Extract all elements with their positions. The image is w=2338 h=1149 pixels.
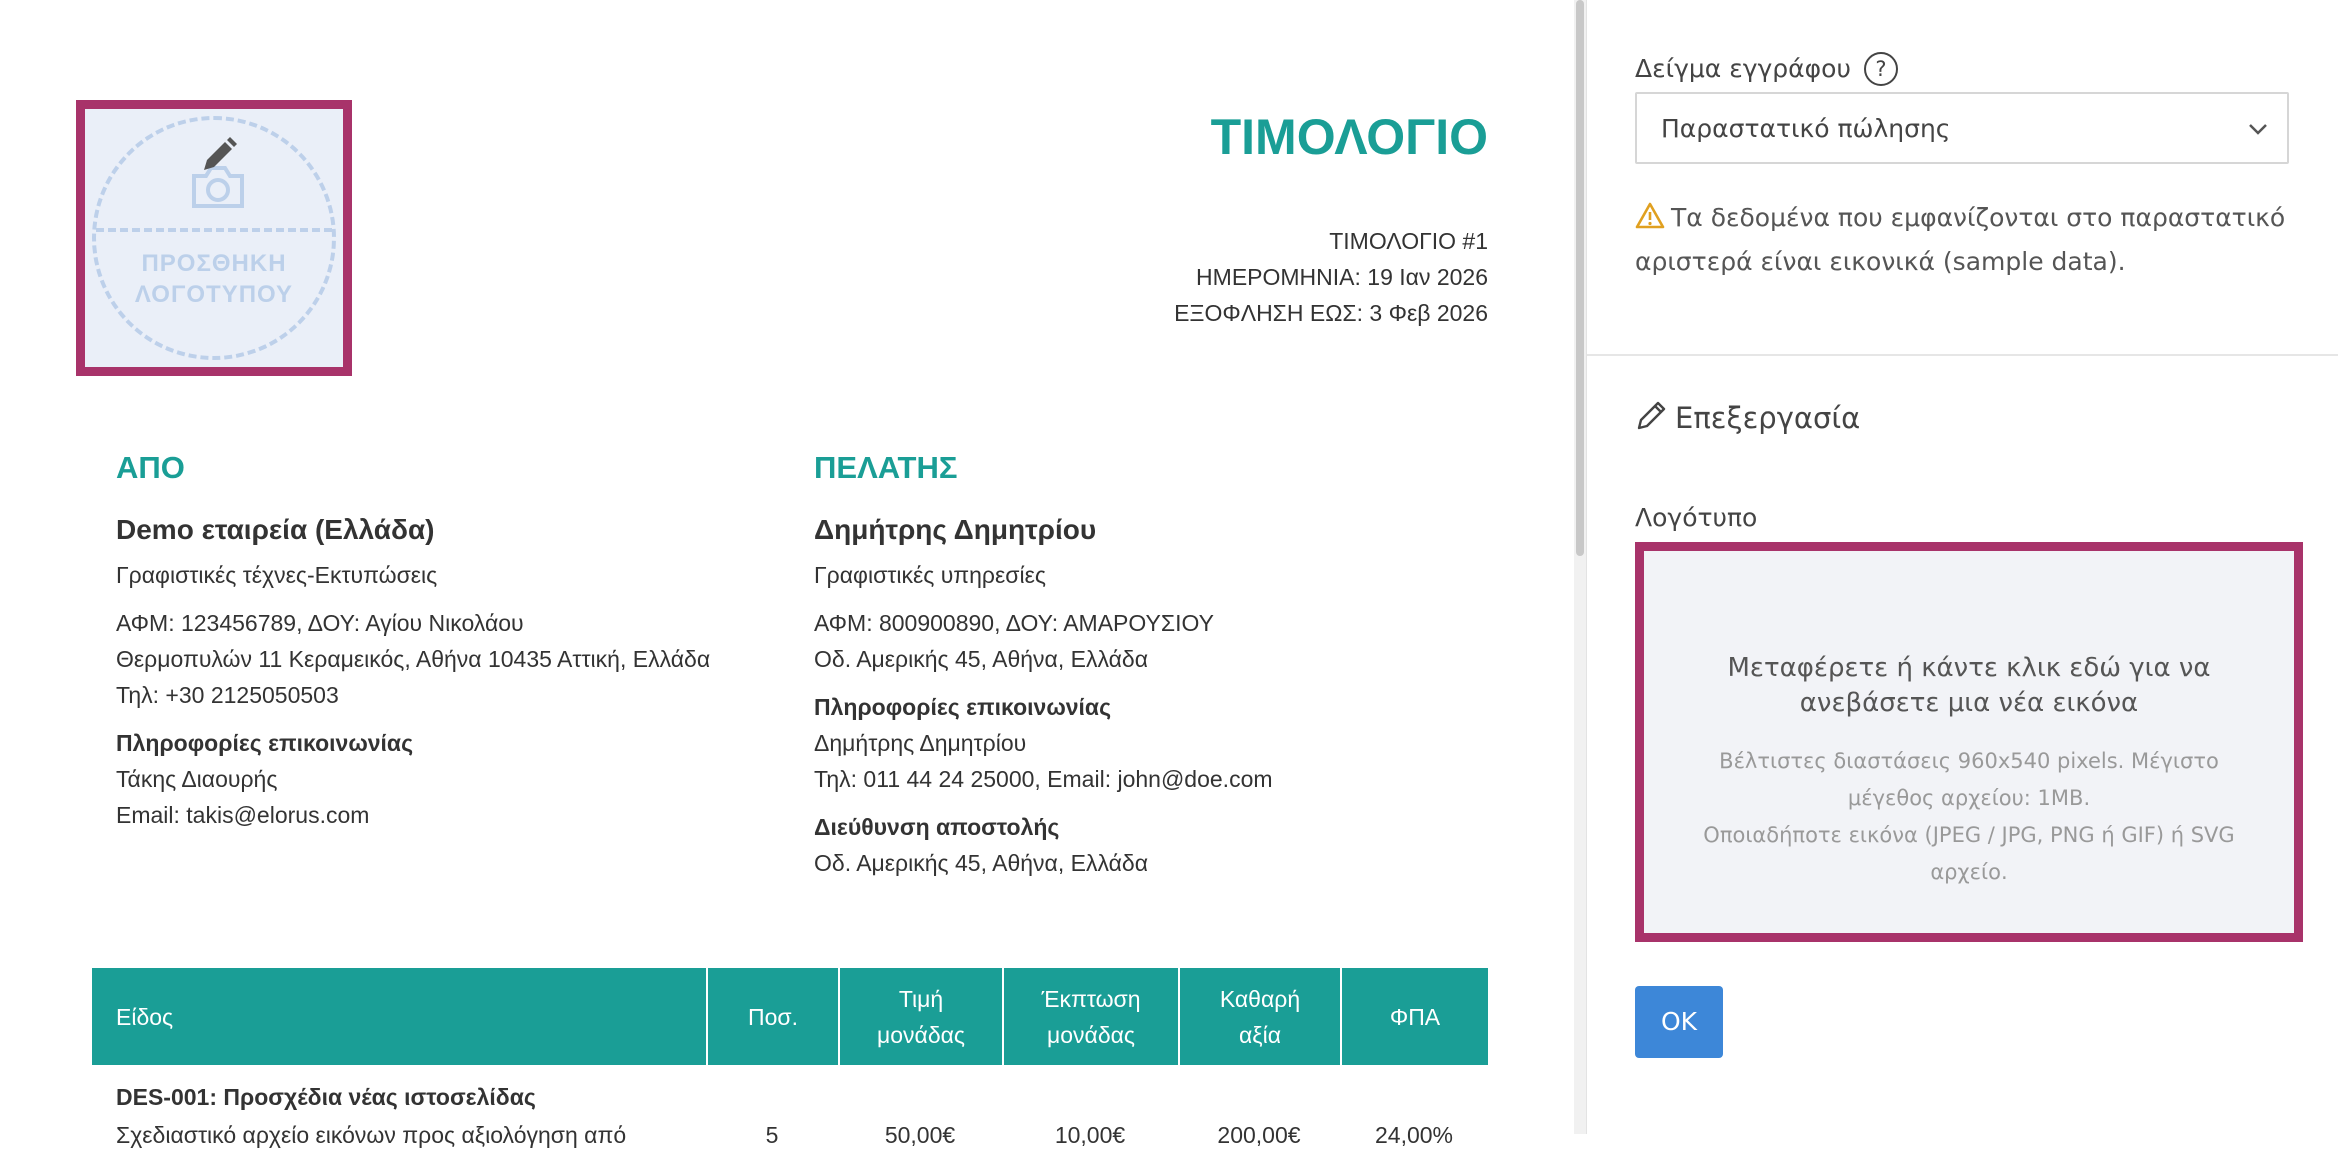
column-net-value: Καθαρή αξία [1178, 968, 1340, 1065]
help-icon[interactable]: ? [1864, 52, 1898, 86]
warning-text: Τα δεδομένα που εμφανίζονται στο παραστατικό αριστερά είναι εικονικά (sample data). [1635, 203, 2286, 276]
client-contact-name: Δημήτρης Δημητρίου [814, 730, 1027, 756]
client-shipping-heading: Διεύθυνση αποστολής [814, 814, 1060, 840]
from-activity: Γραφιστικές τέχνες-Εκτυπώσεις [116, 562, 438, 588]
item-net-value: 200,00€ [1217, 1122, 1301, 1148]
add-logo-area[interactable] [76, 100, 352, 376]
logo-dropzone[interactable] [1635, 542, 2303, 942]
template-select[interactable] [1635, 92, 2289, 164]
chevron-down-icon [2247, 118, 2269, 140]
client-tax: ΑΦΜ: 800900890, ΔΟΥ: ΑΜΑΡΟΥΣΙΟΥ [814, 610, 1214, 636]
from-name: Demo εταιρεία (Ελλάδα) [116, 514, 435, 545]
invoice-due-date: ΕΞΟΦΛΗΣΗ ΕΩΣ: 3 Φεβ 2026 [1174, 300, 1488, 326]
warning-icon [1635, 202, 1665, 229]
from-contact-heading: Πληροφορίες επικοινωνίας [116, 730, 414, 756]
add-logo-line-2: ΛΟΓΟΤΥΠΟΥ [134, 281, 294, 308]
client-name: Δημήτρης Δημητρίου [814, 514, 1097, 545]
column-qty: Ποσ. [706, 968, 838, 1065]
add-logo-line-1: ΠΡΟΣΘΗΚΗ [141, 250, 287, 277]
panel-divider [1587, 354, 2338, 356]
preview-scrollbar-thumb[interactable] [1576, 0, 1584, 556]
ok-button[interactable]: OK [1635, 986, 1723, 1058]
pencil-icon [200, 136, 238, 174]
logo-placeholder [92, 116, 336, 360]
client-heading: ΠΕΛΑΤΗΣ [814, 450, 958, 485]
column-discount: Έκπτωση μονάδας [1002, 968, 1178, 1065]
edit-icon [1635, 400, 1667, 432]
item-vat: 24,00% [1374, 1122, 1453, 1148]
client-contact-details: Τηλ: 011 44 24 25000, Email: john@doe.com [814, 766, 1273, 792]
dropzone-hint-formats: Οποιαδήποτε εικόνα (JPEG / JPG, PNG ή GIF) ή SVG αρχείο. [1703, 823, 2235, 884]
item-unit-price: 50,00€ [884, 1122, 956, 1148]
logo-divider [96, 228, 332, 232]
item-discount: 10,00€ [1054, 1122, 1126, 1148]
client-contact-heading: Πληροφορίες επικοινωνίας [814, 694, 1112, 720]
items-table-header [92, 968, 1488, 1065]
invoice-date: ΗΜΕΡΟΜΗΝΙΑ: 19 Ιαν 2026 [1196, 264, 1488, 290]
preview-scrollbar[interactable] [1574, 0, 1586, 1134]
from-tax: ΑΦΜ: 123456789, ΔΟΥ: Αγίου Νικολάου [116, 610, 524, 636]
from-contact-email: Email: takis@elorus.com [116, 802, 370, 828]
item-description: Σχεδιαστικό αρχείο εικόνων προς αξιολόγηση από [116, 1122, 627, 1148]
from-address: Θερμοπυλών 11 Κεραμεικός, Αθήνα 10435 Αττική, Ελλάδα [116, 646, 711, 672]
dropzone-hint-dimensions: Βέλτιστες διαστάσεις 960x540 pixels. Μέγιστο μέγεθος αρχείου: 1MB. [1719, 749, 2219, 810]
from-heading: ΑΠΟ [116, 450, 185, 485]
settings-panel [1586, 0, 2338, 1134]
column-item: Είδος [116, 1003, 174, 1030]
logo-label: Λογότυπο [1635, 503, 1758, 532]
invoice-number: ΤΙΜΟΛΟΓΙΟ #1 [1329, 228, 1488, 254]
from-contact-name: Τάκης Διαουρής [116, 766, 278, 792]
column-unit-price: Τιμή μονάδας [838, 968, 1002, 1065]
item-title: DES-001: Προσχέδια νέας ιστοσελίδας [116, 1084, 536, 1110]
from-phone: Τηλ: +30 2125050503 [116, 682, 339, 708]
sample-data-warning [1635, 196, 2305, 284]
template-select-value: Παραστατικό πώλησης [1661, 114, 1951, 143]
template-label: Δείγμα εγγράφου [1635, 54, 1851, 83]
client-shipping-address: Οδ. Αμερικής 45, Αθήνα, Ελλάδα [814, 850, 1148, 876]
dropzone-title: Μεταφέρετε ή κάντε κλικ εδώ για να ανεβάσετε μια νέα εικόνα [1727, 653, 2211, 718]
edit-section-title [1635, 400, 1860, 435]
client-address: Οδ. Αμερικής 45, Αθήνα, Ελλάδα [814, 646, 1148, 672]
item-qty: 5 [765, 1122, 779, 1148]
document-title: ΤΙΜΟΛΟΓΙΟ [1210, 109, 1488, 165]
add-logo-text [96, 248, 332, 310]
column-vat: ΦΠΑ [1340, 968, 1488, 1065]
dropzone-hint [1644, 743, 2294, 891]
client-activity: Γραφιστικές υπηρεσίες [814, 562, 1046, 588]
edit-title-text: Επεξεργασία [1675, 401, 1861, 435]
